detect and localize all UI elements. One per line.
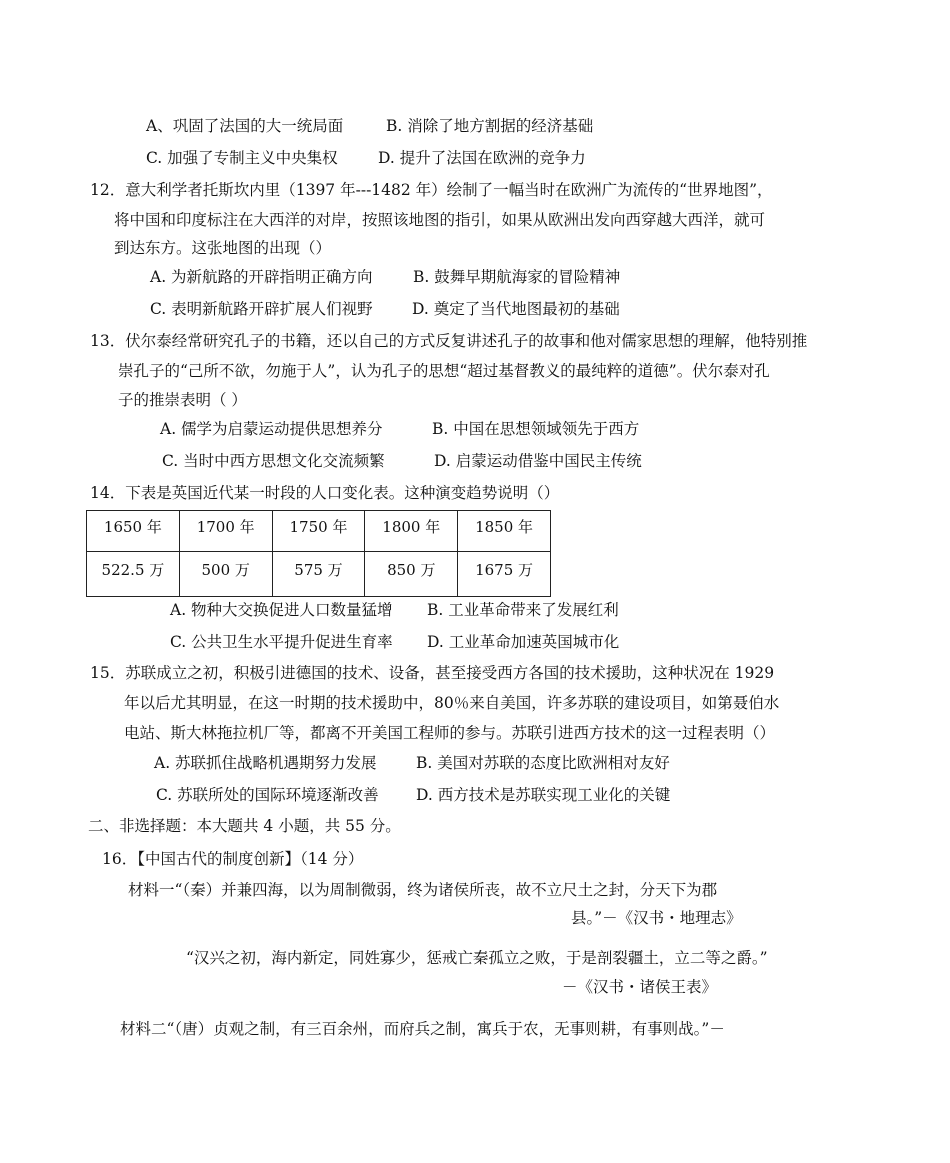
q15-option-a: A. 苏联抓住战略机遇期努力发展 — [154, 754, 377, 772]
q15-stem-line-2: 年以后尤其明显，在这一时期的技术援助中，80％来自美国，许多苏联的建设项目，如第聂伯水 — [124, 694, 780, 712]
year-cell: 1700 年 — [179, 511, 272, 552]
population-cell: 575 万 — [272, 552, 365, 597]
q15-stem-line-1: 15．苏联成立之初，积极引进德国的技术、设备，甚至接受西方各国的技术援助，这种状况在 1929 — [90, 664, 775, 682]
q15-option-b: B. 美国对苏联的态度比欧洲相对友好 — [416, 754, 670, 772]
q13-stem-line-2: 崇孔子的“己所不欲，勿施于人”，认为孔子的思想“超过基督教义的最纯粹的道德”。伏尔泰对孔 — [118, 362, 770, 380]
q13-option-a: A. 儒学为启蒙运动提供思想养分 — [160, 420, 383, 438]
q12-stem-line-1: 12．意大利学者托斯坎内里（1397 年---1482 年）绘制了一幅当时在欧洲广为流传的“世界地图”， — [90, 181, 773, 199]
population-cell: 522.5 万 — [87, 552, 180, 597]
q13-option-c: C. 当时中西方思想文化交流频繁 — [162, 452, 385, 470]
q11-option-b: B. 消除了地方割据的经济基础 — [386, 117, 594, 135]
q13-stem-line-1: 13．伏尔泰经常研究孔子的书籍，还以自己的方式反复讲述孔子的故事和他对儒家思想的理解，他特别推 — [90, 332, 808, 350]
q13-stem-line-3: 子的推崇表明（ ） — [118, 391, 247, 409]
q14-stem: 14．下表是英国近代某一时段的人口变化表。这种演变趋势说明（） — [90, 484, 560, 502]
q11-option-a: A、巩固了法国的大一统局面 — [146, 117, 344, 135]
section-2-heading: 二、非选择题：本大题共 4 小题，共 55 分。 — [88, 817, 401, 835]
q11-option-d: D. 提升了法国在欧洲的竞争力 — [378, 149, 586, 167]
year-cell: 1650 年 — [87, 511, 180, 552]
q16-material-2-line-1: 材料二“（唐）贞观之制，有三百余州，而府兵之制，寓兵于农，无事则耕，有事则战。”－ — [120, 1020, 725, 1038]
q13-option-b: B. 中国在思想领域领先于西方 — [432, 420, 640, 438]
q16-material-1b-line-1: “汉兴之初，海内新定，同姓寡少，惩戒亡秦孤立之败，于是剖裂疆土，立二等之爵。” — [186, 949, 768, 967]
q11-option-c: C. 加强了专制主义中央集权 — [146, 149, 338, 167]
population-cell: 500 万 — [179, 552, 272, 597]
q14-option-d: D. 工业革命加速英国城市化 — [427, 633, 620, 651]
q16-material-1b-line-2: －《汉书・诸侯王表》 — [562, 978, 718, 996]
q15-option-d: D. 西方技术是苏联实现工业化的关键 — [416, 786, 671, 804]
q16-title: 16．【中国古代的制度创新】（14 分） — [102, 850, 364, 868]
table-row-years — [87, 511, 551, 552]
q13-option-d: D. 启蒙运动借鉴中国民主传统 — [434, 452, 642, 470]
year-cell: 1750 年 — [272, 511, 365, 552]
q12-option-b: B. 鼓舞早期航海家的冒险精神 — [413, 268, 621, 286]
q12-option-c: C. 表明新航路开辟扩展人们视野 — [150, 300, 373, 318]
q12-option-d: D. 奠定了当代地图最初的基础 — [412, 300, 620, 318]
year-cell: 1850 年 — [458, 511, 551, 552]
q16-material-1-line-2: 县。”－《汉书・地理志》 — [571, 909, 742, 927]
q12-stem-line-2: 将中国和印度标注在大西洋的对岸，按照该地图的指引，如果从欧洲出发向西穿越大西洋，就可 — [114, 211, 766, 229]
population-cell: 850 万 — [365, 552, 458, 597]
q12-stem-line-3: 到达东方。这张地图的出现（） — [114, 239, 332, 257]
q14-option-b: B. 工业革命带来了发展红利 — [427, 601, 619, 619]
q12-option-a: A. 为新航路的开辟指明正确方向 — [150, 268, 373, 286]
population-cell: 1675 万 — [458, 552, 551, 597]
year-cell: 1800 年 — [365, 511, 458, 552]
q15-option-c: C. 苏联所处的国际环境逐渐改善 — [156, 786, 379, 804]
population-table — [86, 510, 551, 597]
q15-stem-line-3: 电站、斯大林拖拉机厂等，都离不开美国工程师的参与。苏联引进西方技术的这一过程表明（） — [124, 724, 776, 742]
q14-option-c: C. 公共卫生水平提升促进生育率 — [170, 633, 393, 651]
table-row-population — [87, 552, 551, 597]
q14-option-a: A. 物种大交换促进人口数量猛增 — [170, 601, 393, 619]
q16-material-1-line-1: 材料一“（秦）并兼四海，以为周制微弱，终为诸侯所丧，故不立尺土之封，分天下为郡 — [128, 881, 718, 899]
